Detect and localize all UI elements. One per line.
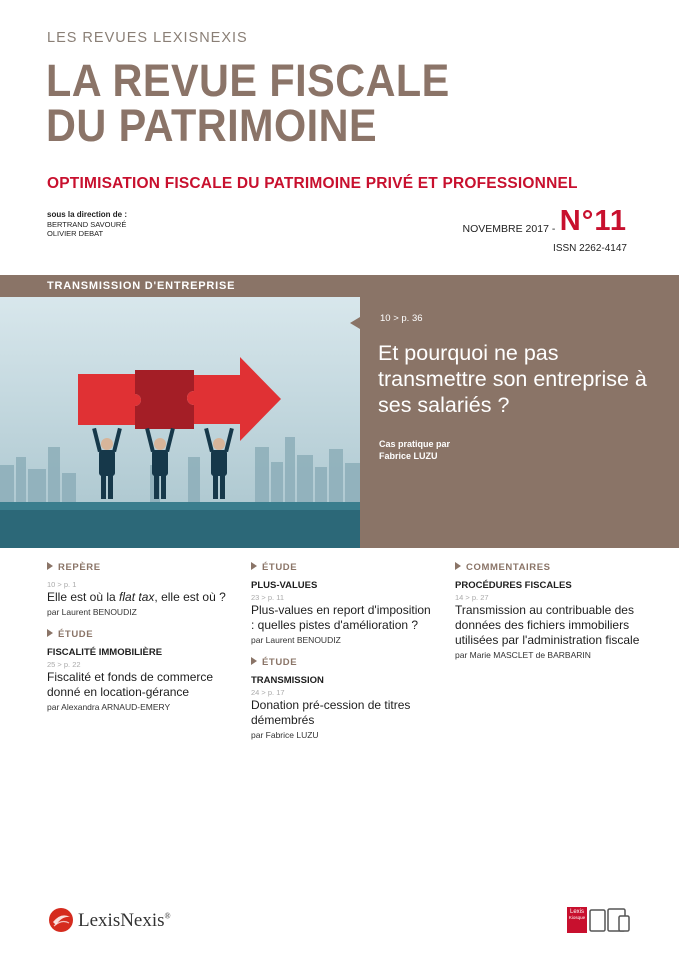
article-title[interactable]: Transmission au contribuable des données des fichiers immobiliers utilisées par l'administration fiscale [455, 603, 640, 647]
toc-section-heading: REPÈRE [47, 562, 232, 574]
triangle-bullet-icon [47, 629, 53, 637]
article-ref: 14 > p. 27 [455, 593, 489, 602]
magazine-title [46, 55, 450, 151]
toc-section-heading: ÉTUDE [251, 562, 436, 574]
article-title[interactable]: Fiscalité et fonds de commerce donné en location-gérance [47, 670, 214, 699]
article-title[interactable]: Elle est où la flat tax, elle est où ? [47, 590, 226, 604]
triangle-bullet-icon [47, 562, 53, 570]
feature-headline: Et pourquoi ne pas transmettre son entreprise à ses salariés ? [378, 341, 647, 417]
triangle-bullet-icon [455, 562, 461, 570]
director-name: OLIVIER DEBAT [47, 229, 104, 238]
toc-column-1 [47, 562, 232, 724]
article-ref: 23 > p. 11 [251, 593, 285, 602]
issue-number: N°11 [559, 205, 627, 237]
article-author: par Laurent BENOUDIZ [251, 635, 341, 645]
article-title[interactable]: Donation pré-cession de titres démembrés [251, 698, 411, 727]
issn: ISSN 2262-4147 [553, 243, 627, 254]
toc-section-heading: COMMENTAIRES [455, 562, 640, 574]
triangle-bullet-icon [251, 657, 257, 665]
editorial-direction [47, 210, 127, 239]
director-name: BERTRAND SAVOURÉ [47, 219, 127, 229]
feature-section-label: TRANSMISSION D'ENTREPRISE [47, 280, 236, 292]
issue-info [463, 207, 627, 235]
byline-label: Cas pratique par [379, 439, 451, 449]
article-ref: 10 > p. 1 [47, 580, 77, 589]
badge-label: Lexis Kiosque [568, 909, 586, 920]
lexis-kiosque-badge [567, 907, 632, 938]
toc-column-3 [455, 562, 640, 672]
article-category: PLUS-VALUES [251, 580, 318, 591]
toc-section-heading: ÉTUDE [251, 657, 436, 669]
puzzle-arrow-illustration [0, 297, 360, 548]
article-ref: 25 > p. 22 [47, 660, 81, 669]
article-title[interactable]: Plus-values en report d'imposition : quelles pistes d'amélioration ? [251, 603, 431, 632]
lexisnexis-logo [48, 907, 171, 938]
article-category: PROCÉDURES FISCALES [455, 580, 572, 591]
article-category: TRANSMISSION [251, 675, 324, 686]
article-category: FISCALITÉ IMMOBILIÈRE [47, 647, 163, 658]
lexisnexis-logo-icon [48, 907, 74, 933]
article-author: par Fabrice LUZU [251, 730, 319, 740]
article-author: par Laurent BENOUDIZ [47, 607, 137, 617]
article-author: par Alexandra ARNAUD-EMERY [47, 702, 171, 712]
title-line-2: DU PATRIMOINE [46, 100, 378, 151]
issue-date: NOVEMBRE 2017 - [462, 223, 556, 235]
byline-author: Fabrice LUZU [379, 451, 438, 461]
feature-ref: 10 > p. 36 [380, 313, 423, 324]
article-author: par Marie MASCLET de BARBARIN [455, 650, 591, 660]
direction-label: sous la direction de : [47, 210, 128, 219]
article-ref: 24 > p. 17 [251, 688, 285, 697]
toc-column-2 [251, 562, 436, 752]
feature-section-bar [0, 275, 360, 297]
toc-section-heading: ÉTUDE [47, 629, 232, 641]
logo-text: LexisNexis [78, 910, 165, 931]
magazine-subtitle: OPTIMISATION FISCALE DU PATRIMOINE PRIVÉ ET PROFESSIONNEL [47, 175, 578, 192]
triangle-bullet-icon [251, 562, 257, 570]
publisher-line: LES REVUES LEXISNEXIS [47, 30, 248, 46]
title-line-1: LA REVUE FISCALE [46, 55, 450, 106]
feature-byline [379, 438, 450, 462]
registered-mark: ® [164, 911, 171, 921]
